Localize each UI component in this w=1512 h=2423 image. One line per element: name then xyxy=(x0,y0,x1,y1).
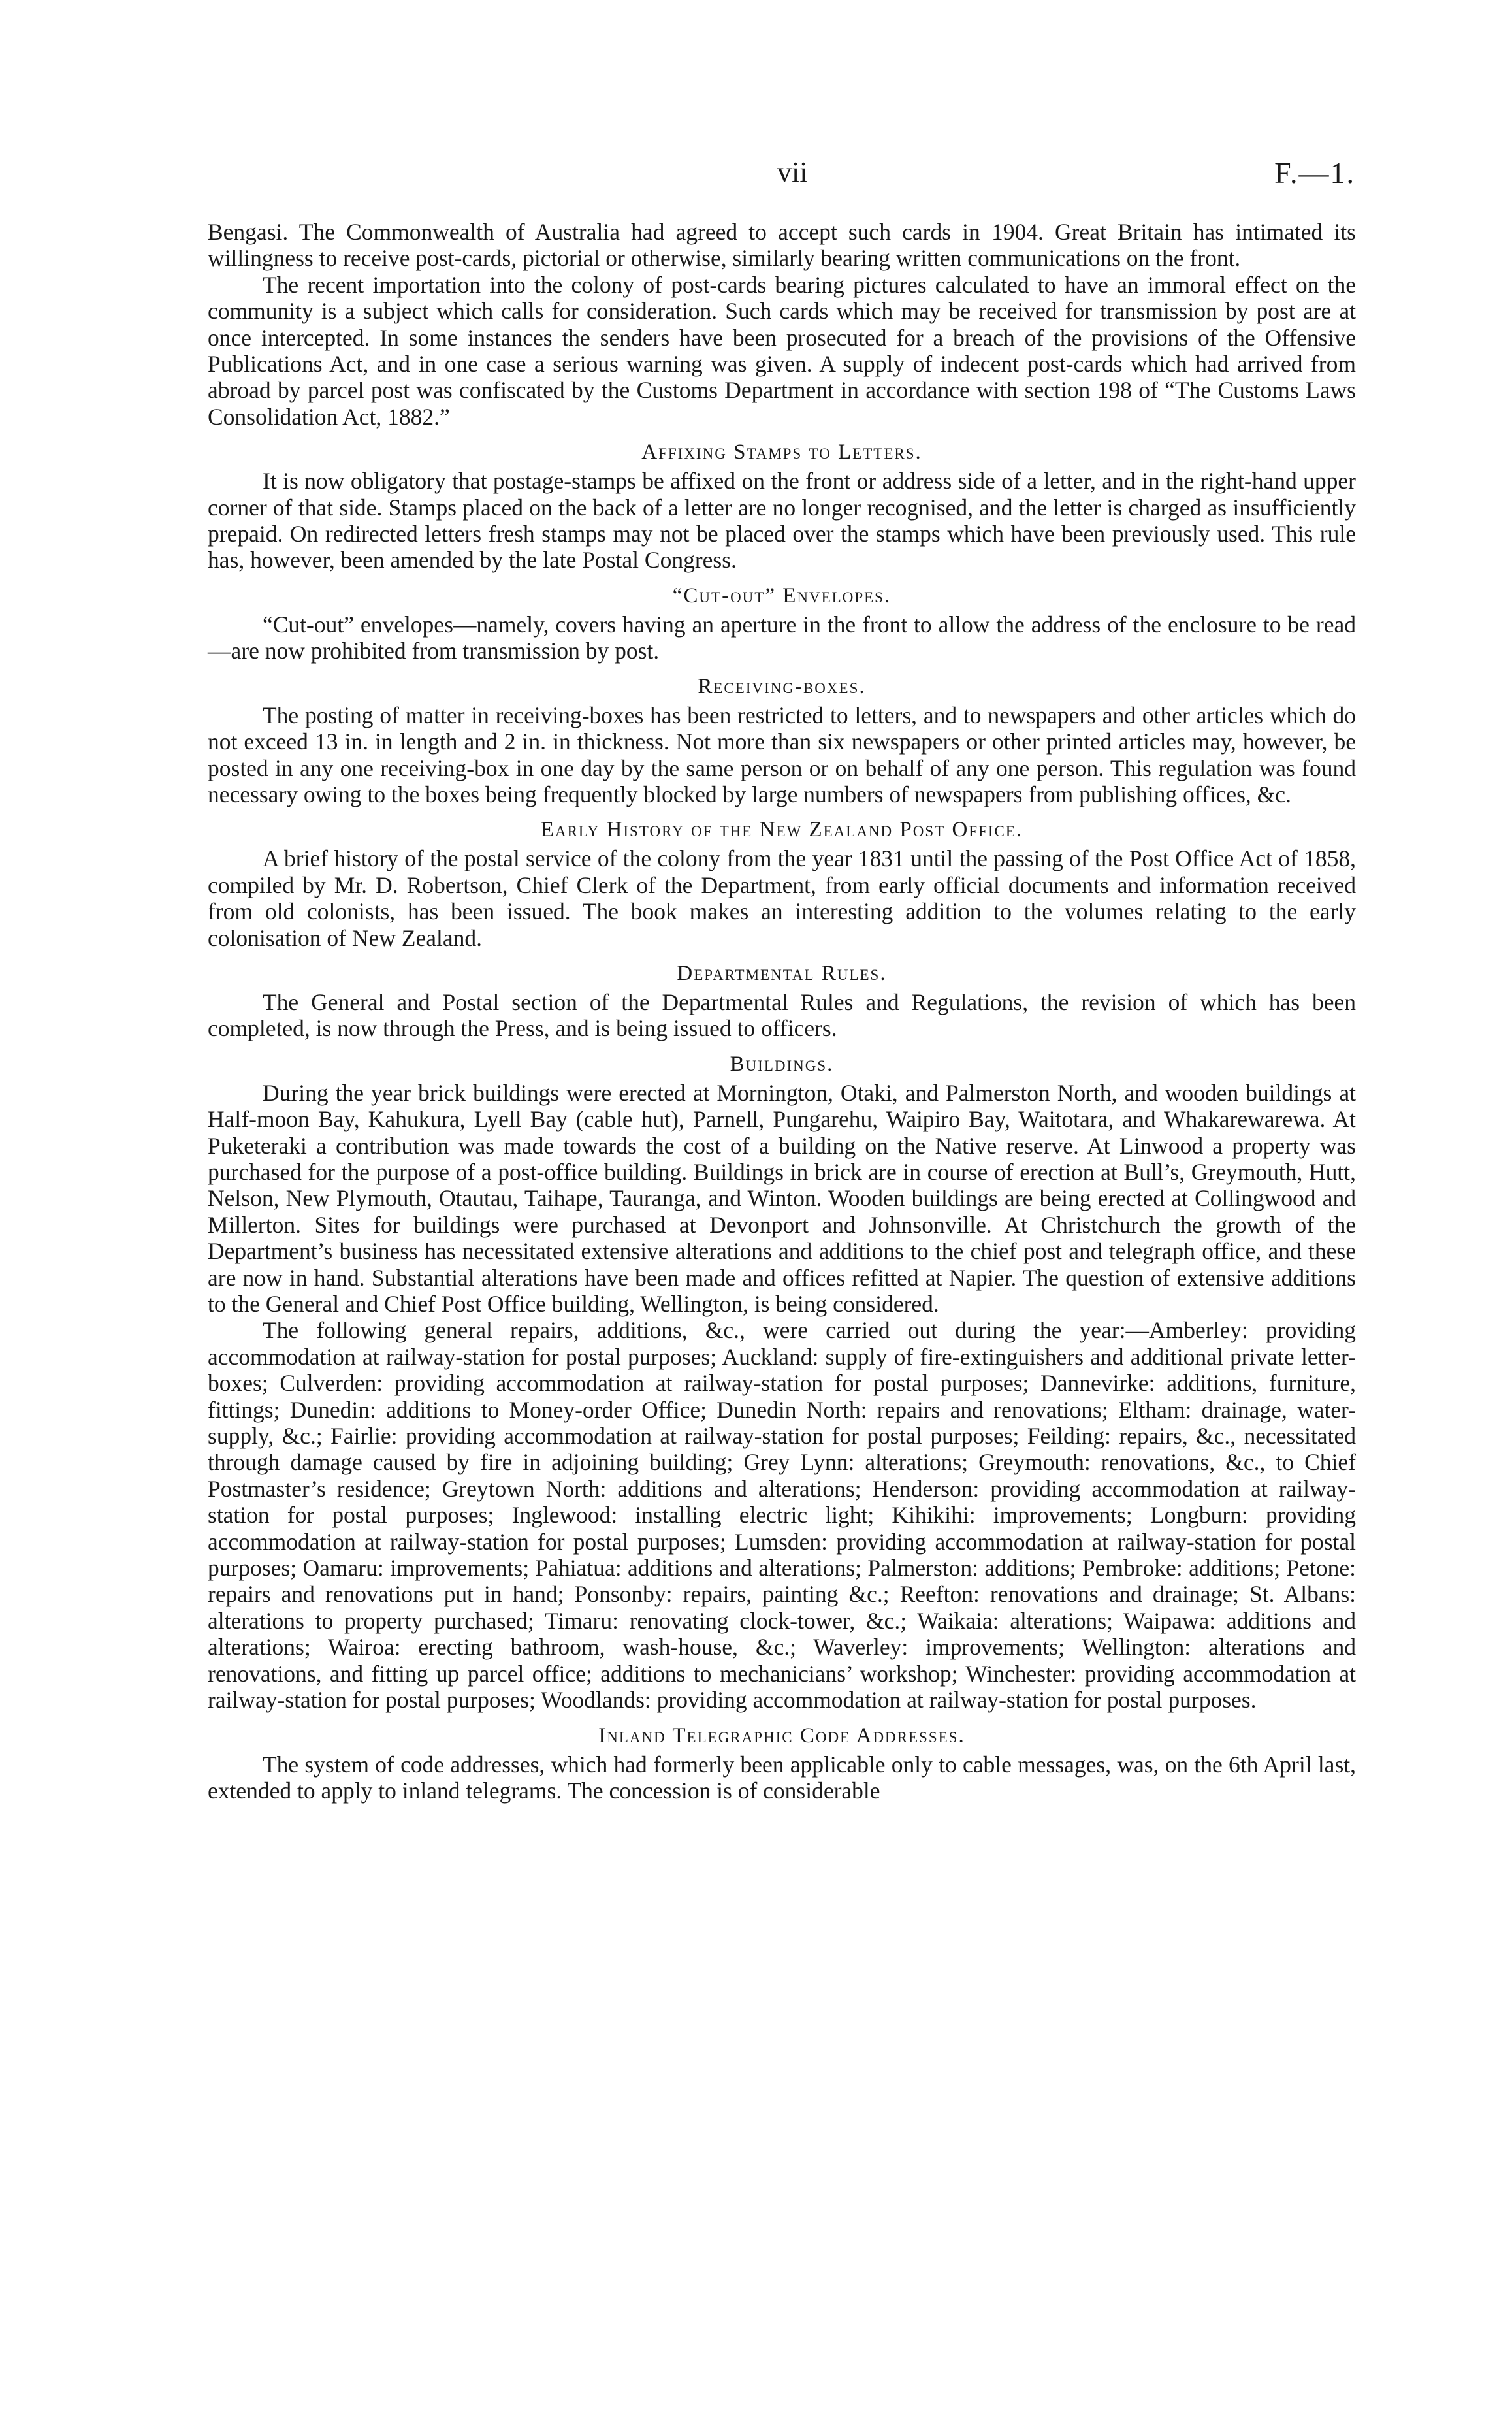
paragraph-buildings: During the year brick buildings were erected at Mornington, Otaki, and Palmerston North, and wooden buildings at Half-moon Bay, Kahukura, Lyell Bay (cable hut), Parnell, Pungarehu, Waipiro Bay, Waitotara, and Whakarewarewa. At Puketeraki a contribution was made towards the cost of a building on the Native reserve. At Linwood a property was purchased for the purpose of a post-office building. Buildings in brick are in course of erection at Bull’s, Greymouth, Hutt, Nelson, New Plymouth, Otautau, Taihape, Tauranga, and Winton. Wooden buildings are being erected at Collingwood and Millerton. Sites for buildings were purchased at Devonport and Johnsonville. At Christchurch the growth of the Department’s business has necessitated extensive alterations and additions to the chief post and telegraph office, and these are now in hand. Substantial alterations have been made and offices refitted at Napier. The question of extensive additions to the General and Chief Post Office building, Wellington, is being considered. xyxy=(208,1079,1356,1317)
heading-departmental-rules: Departmental Rules. xyxy=(677,961,887,985)
heading-telegraphic-code: Inland Telegraphic Code Addresses. xyxy=(598,1723,965,1748)
heading-affixing-stamps: Affixing Stamps to Letters. xyxy=(641,440,922,464)
paragraph-postcards-intro: Bengasi. The Commonwealth of Australia had agreed to accept such cards in 1904. Great Britain has intimated its willingness to receive post-cards, pictorial or otherwise, similarly bearing written communications on the front. xyxy=(208,219,1356,272)
paragraph-telegraphic-code: The system of code addresses, which had formerly been applicable only to cable messages, was, on the 6th April last, extended to apply to inland telegrams. The concession is of considerable xyxy=(208,1751,1356,1804)
paragraph-cut-out-envelopes: “Cut-out” envelopes—namely, covers having an aperture in the front to allow the address of the enclosure to be read—are now prohibited from transmission by post. xyxy=(208,611,1356,664)
paragraph-departmental-rules: The General and Postal section of the Departmental Rules and Regulations, the revision of which has been completed, is now through the Press, and is being issued to officers. xyxy=(208,988,1356,1042)
document-body xyxy=(208,219,1356,1804)
document-reference: F.—1. xyxy=(1274,156,1355,189)
paragraph-early-history: A brief history of the postal service of the colony from the year 1831 until the passing of the Post Office Act of 1858, compiled by Mr. D. Robertson, Chief Clerk of the Department, from early official documents and information received from old colonists, has been issued. The book makes an interesting addition to the volumes relating to the early colonisation of New Zealand. xyxy=(208,845,1356,951)
page-header xyxy=(0,155,1512,195)
heading-early-history: Early History of the New Zealand Post Office. xyxy=(540,818,1023,842)
heading-buildings: Buildings. xyxy=(730,1052,834,1076)
paragraph-general-repairs: The following general repairs, additions, &c., were carried out during the year:—Amberley: providing accommodation at railway-station for postal purposes; Auckland: supply of fire-extinguishers and additional private letter-boxes; Culverden: providing accommodation at railway-station for postal purposes; Dannevirke: additions, furniture, fittings; Dunedin: additions to Money-order Office; Dunedin North: repairs and renovations; Eltham: drainage, water-supply, &c.; Fairlie: providing accommodation at railway-station for postal purposes; Feilding: repairs, &c., necessitated through damage caused by fire in adjoining building; Grey Lynn: alterations; Greymouth: renovations, &c., to Chief Postmaster’s residence; Greytown North: additions and alterations; Henderson: providing accommodation at railway-station for postal purposes; Inglewood: installing electric light; Kihikihi: improvements; Longburn: providing accommodation at railway-station for postal purposes; Lumsden: providing accommodation at railway-station for postal purposes; Oamaru: improvements; Pahiatua: additions and alterations; Palmerston: additions; Pembroke: additions; Petone: repairs and renovations put in hand; Ponsonby: repairs, painting &c.; Reefton: renovations and drainage; St. Albans: alterations to property purchased; Timaru: renovating clock-tower, &c.; Waikaia: alterations; Waipawa: additions and alterations; Wairoa: erecting bathroom, wash-house, &c.; Waverley: improvements; Wellington: alterations and renovations, and fitting up parcel office; additions to mechanicians’ workshop; Winchester: providing accommodation at railway-station for postal purposes; Woodlands: providing accommodation at railway-station for postal purposes. xyxy=(208,1317,1356,1714)
heading-receiving-boxes: Receiving-boxes. xyxy=(698,674,866,698)
page-number: vii xyxy=(777,156,808,188)
paragraph-affixing-stamps: It is now obligatory that postage-stamps be affixed on the front or address side of a letter, and in the right-hand upper corner of that side. Stamps placed on the back of a letter are no longer recognised, and the letter is charged as insufficiently prepaid. On redirected letters fresh stamps may not be placed over the stamps which have been previously used. This rule has, however, been amended by the late Postal Congress. xyxy=(208,468,1356,574)
heading-cut-out-envelopes: “Cut-out” Envelopes. xyxy=(672,583,892,608)
paragraph-receiving-boxes: The posting of matter in receiving-boxes has been restricted to letters, and to newspapers and other articles which do not exceed 13 in. in length and 2 in. in thickness. Not more than six newspapers or other printed articles may, however, be posted in any one receiving-box in one day by the same person or on behalf of any one person. This regulation was found necessary owing to the boxes being frequently blocked by large numbers of newspapers from publishing offices, &c. xyxy=(208,702,1356,807)
paragraph-indecent-postcards: The recent importation into the colony of post-cards bearing pictures calculated to have an immoral effect on the community is a subject which calls for consideration. Such cards which may be received for transmission by post are at once intercepted. In some instances the senders have been prosecuted for a breach of the provisions of the Offensive Publications Act, and in one case a serious warning was given. A supply of indecent post-cards which had arrived from abroad by parcel post was confiscated by the Customs Department in accordance with section 198 of “The Customs Laws Consolidation Act, 1882.” xyxy=(208,271,1356,430)
